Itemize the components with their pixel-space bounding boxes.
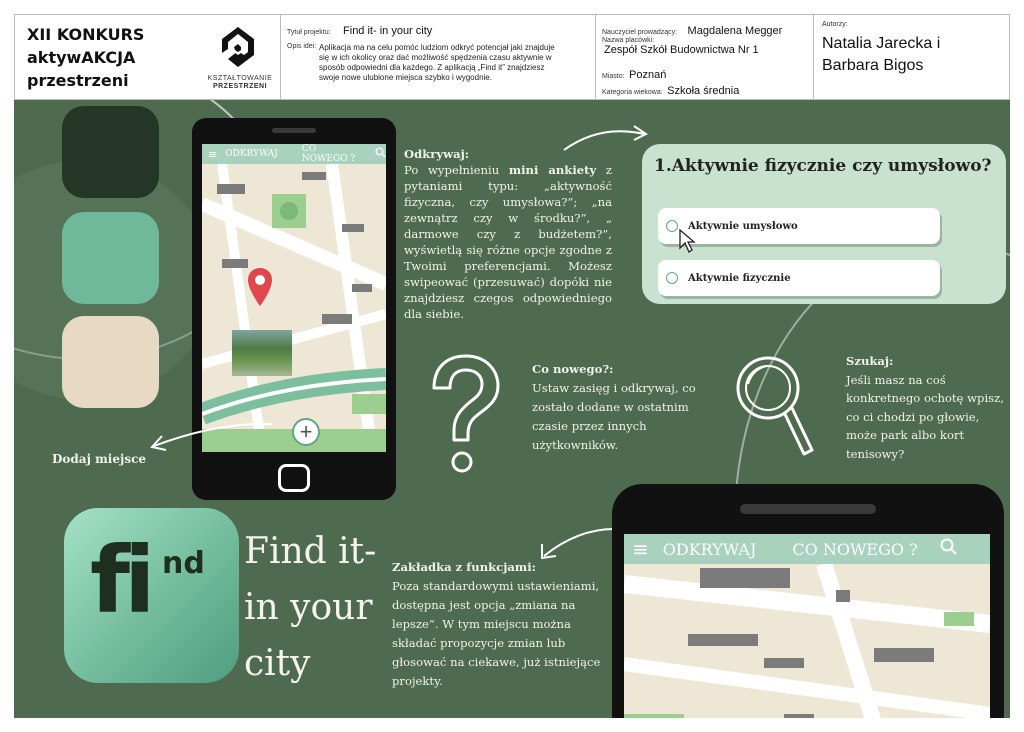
- radio-icon[interactable]: [666, 220, 678, 232]
- idea-row: Opis idei: Aplikacja ma na celu pomóc ludziom odkryć potencjał jaki znajduje się w ich okolicy oraz dać możliwość spędzenia czasu aktywnie w sposób odpowiedni dla każdego. Z aplikacją „Find it” znajdziesz swoje nowe ulubione miejsca szybko i wygodnie.: [287, 43, 559, 83]
- poster-panel: [14, 100, 1010, 718]
- menu-icon[interactable]: ≡: [208, 147, 218, 161]
- discover-text: Po wypełnieniu mini ankiety z pytaniami typu: „aktywność fizyczna, czy umysłowa?”; „na zewnątrz czy w środku?”, „ darmowe czy z budżetem?”, wyświetlą się różne opcje zgodne z Twoimi preferencjami. Możesz swipeować (przesuwać) dopóki nie znajdziesz czegos odpowiedniego dla siebie.: [404, 163, 612, 321]
- tab-discover[interactable]: ODKRYWAJ: [662, 539, 757, 559]
- city-row: Miasto: Poznań: [602, 69, 667, 81]
- idea-description: Aplikacja ma na celu pomóc ludziom odkryć potencjał jaki znajduje się w ich okolicy oraz dać możliwość spędzenia czasu aktywnie w sposób odpowiedni dla każdego. Z aplikacją „Find it” znajdziesz swoje nowe ulubione miejsca szybko i wygodnie.: [319, 43, 555, 82]
- contest-line: aktywAKCJA: [27, 48, 136, 67]
- authors-names: Natalia Jarecka i Barbara Bigos: [822, 35, 941, 74]
- survey-question-title: 1.Aktywnie fizycznie czy umysłowo?: [654, 156, 992, 176]
- search-text: Jeśli masz na coś konkretnego ochotę wpisz, co ci chodzi po głowie, może park albo kort tenisowy?: [846, 372, 1004, 461]
- phone-speaker: [272, 128, 316, 133]
- survey-option-physical[interactable]: Aktywnie fizycznie: [658, 260, 940, 296]
- city-name: Poznań: [629, 69, 667, 81]
- teacher-name: Magdalena Megger: [687, 25, 783, 37]
- survey-question-card: [642, 144, 1006, 304]
- phone-mockup-large: [612, 484, 1004, 718]
- project-cell: [281, 15, 596, 99]
- features-text: Poza standardowymi ustawieniami, dostępna jest opcja „zmiana na lepsze”. W tym miejscu można składać propozycje zmian lub głosować na ciekawe, już istniejące projekty.: [392, 579, 601, 688]
- phone-screen-large: [624, 534, 990, 718]
- search-icon[interactable]: [940, 538, 958, 560]
- category-row: Kategoria wiekowa: Szkoła średnia: [602, 85, 740, 97]
- color-swatch-dark: [62, 106, 159, 198]
- school-row: Nazwa placówki: Zespół Szkół Budownictwa Nr 1: [602, 37, 759, 56]
- app-nav-bar: [202, 144, 386, 164]
- radio-icon[interactable]: [666, 272, 678, 284]
- phone-home-button: [278, 464, 310, 492]
- whats-new-section: [532, 360, 722, 455]
- tab-discover[interactable]: ODKRYWAJ: [225, 149, 278, 159]
- app-nav-bar: [624, 534, 990, 564]
- magnifier-icon: [734, 354, 816, 464]
- color-swatch-mint: [62, 212, 159, 304]
- search-section: [846, 352, 1006, 463]
- contest-cell: [15, 15, 281, 99]
- contest-title: [27, 23, 144, 92]
- contest-line: przestrzeni: [27, 71, 129, 90]
- location-pin-icon[interactable]: [248, 268, 272, 308]
- whats-new-title: Co nowego?:: [532, 362, 614, 376]
- cursor-icon: [678, 228, 696, 254]
- app-logo-letters: fi: [90, 527, 150, 634]
- menu-icon[interactable]: ≡: [632, 537, 649, 561]
- search-title: Szukaj:: [846, 354, 894, 368]
- organizer-logo-text: KSZTAŁTOWANIE PRZESTRZENI: [207, 75, 273, 90]
- discover-section: [404, 146, 612, 322]
- teacher-row: Nauczyciel prowadzący: Magdalena Megger: [602, 25, 783, 37]
- project-title: Find it- in your city: [343, 25, 433, 37]
- app-logo-icon: [64, 508, 239, 683]
- search-icon[interactable]: [375, 147, 386, 161]
- whats-new-text: Ustaw zasięg i odkrywaj, co zostało dodane w ostatnim czasie przez innych użytkowników.: [532, 381, 696, 452]
- phone-screen-small: [202, 144, 386, 452]
- category-name: Szkoła średnia: [667, 85, 740, 97]
- tab-whats-new[interactable]: CO NOWEGO ?: [792, 539, 918, 559]
- discover-title: Odkrywaj:: [404, 147, 470, 161]
- question-mark-icon: [424, 352, 504, 476]
- features-title: Zakładka z funkcjami:: [392, 560, 536, 574]
- features-section: [392, 558, 614, 691]
- map-view: [202, 164, 386, 452]
- color-swatch-beige: [62, 316, 159, 408]
- tab-whats-new[interactable]: CO NOWEGO ?: [301, 144, 356, 164]
- place-photo-thumbnail[interactable]: [232, 330, 292, 376]
- survey-option-mental[interactable]: Aktywnie umysłowo: [658, 208, 940, 244]
- map-view: [624, 564, 990, 718]
- arrow-icon: [560, 120, 650, 156]
- school-cell: [596, 15, 814, 99]
- header-bar: [14, 14, 1010, 100]
- school-name: Zespół Szkół Budownictwa Nr 1: [604, 44, 759, 56]
- app-name-text: Find it- in your city: [244, 531, 377, 684]
- project-title-row: Tytuł projektu: Find it- in your city: [287, 25, 433, 37]
- arrow-icon: [148, 418, 278, 452]
- contest-line: XII KONKURS: [27, 25, 145, 44]
- add-place-button[interactable]: +: [292, 418, 320, 446]
- add-place-label: Dodaj miejsce: [52, 452, 147, 466]
- app-logo-superscript: nd: [162, 546, 205, 581]
- phone-speaker: [740, 504, 876, 514]
- organizer-logo-icon: [218, 25, 258, 69]
- authors-cell: Autorzy: Natalia Jarecka i Barbara Bigos: [814, 15, 1009, 99]
